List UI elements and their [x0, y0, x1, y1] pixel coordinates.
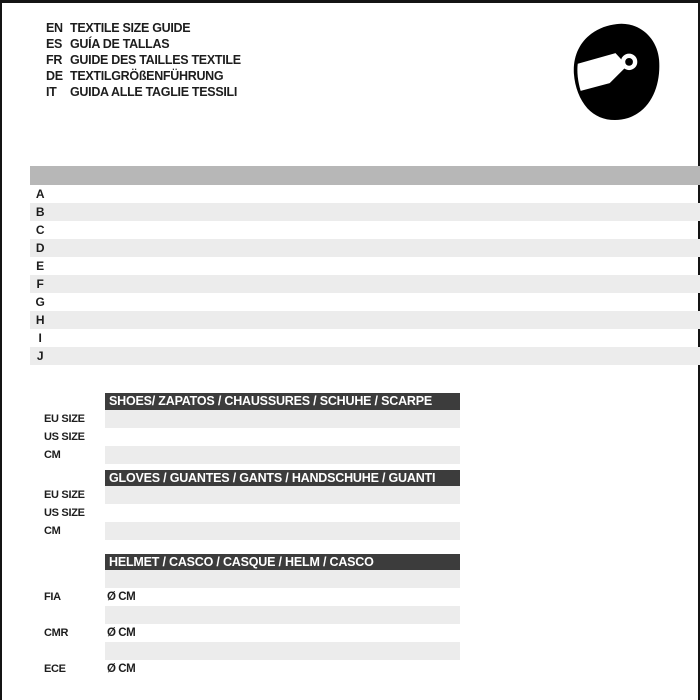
size-table-row — [30, 329, 700, 347]
row-values — [105, 606, 460, 624]
gloves-table-row — [30, 504, 460, 522]
helmet-size-header-row — [30, 570, 460, 588]
size-table-row — [30, 275, 700, 293]
helmet-standard-group — [30, 642, 460, 678]
row-label-spacer — [30, 570, 105, 588]
measurement-letter: A — [35, 187, 45, 201]
helmet-size-table — [30, 554, 460, 678]
standard-label: ECE — [44, 663, 66, 675]
measurement-letter: I — [38, 331, 42, 345]
row-label: CM — [44, 525, 61, 537]
row-values — [105, 570, 460, 588]
size-column-header-row — [30, 166, 700, 185]
size-band — [538, 145, 646, 165]
language-label: TEXTILGRÖßENFÜHRUNG — [70, 68, 224, 83]
measurement-letter: B — [35, 205, 45, 219]
band-spacer — [646, 145, 700, 165]
size-table-row — [30, 293, 700, 311]
size-band — [429, 145, 537, 165]
language-row — [46, 21, 241, 37]
helmet-values-row — [30, 588, 460, 606]
textile-size-table — [30, 145, 700, 365]
size-table-row — [30, 257, 700, 275]
language-code: FR — [46, 52, 63, 67]
measurement-letter: G — [35, 295, 45, 309]
language-list — [46, 21, 241, 101]
size-table-row — [30, 239, 700, 257]
helmet-size-header-row — [30, 642, 460, 660]
row-label: US SIZE — [44, 507, 85, 519]
size-table-body — [30, 185, 700, 365]
row-values — [105, 588, 460, 606]
measurement-letter: E — [36, 259, 44, 273]
language-row — [46, 53, 241, 69]
row-values — [105, 446, 460, 464]
row-values — [105, 486, 460, 504]
row-values — [105, 642, 460, 660]
standard-label: FIA — [44, 591, 61, 603]
size-band — [104, 145, 212, 165]
measurement-letter: D — [35, 241, 45, 255]
language-label: GUÍA DE TALLAS — [70, 36, 170, 51]
language-code: ES — [46, 36, 63, 51]
shoes-table-row — [30, 410, 460, 428]
row-values — [105, 410, 460, 428]
standard-label: CMR — [44, 627, 69, 639]
size-band — [321, 145, 429, 165]
size-band — [213, 145, 321, 165]
row-values — [105, 428, 460, 446]
size-band-row — [30, 145, 700, 165]
measurement-letter: C — [35, 223, 45, 237]
language-label: GUIDE DES TAILLES TEXTILE — [70, 52, 241, 67]
diameter-unit-label: Ø CM — [107, 627, 136, 639]
racing-helmet-icon — [570, 20, 662, 124]
row-label-spacer — [30, 606, 105, 624]
shoes-table — [30, 393, 460, 464]
measurement-letter: J — [36, 349, 44, 363]
measurement-letter: F — [36, 277, 44, 291]
row-values — [105, 504, 460, 522]
row-values — [105, 660, 460, 678]
helmet-table-header: HELMET / CASCO / CASQUE / HELM / CASCO — [105, 554, 460, 570]
size-table-row — [30, 221, 700, 239]
diameter-unit-label: Ø CM — [107, 663, 136, 675]
language-row — [46, 37, 241, 53]
row-values — [105, 522, 460, 540]
row-label-spacer — [30, 642, 105, 660]
row-label: US SIZE — [44, 431, 85, 443]
size-table-row — [30, 203, 700, 221]
helmet-standard-group — [30, 606, 460, 642]
gloves-table — [30, 470, 460, 540]
size-table-row — [30, 347, 700, 365]
shoes-table-header: SHOES/ ZAPATOS / CHAUSSURES / SCHUHE / SCARPE — [105, 393, 460, 410]
row-label: CM — [44, 449, 61, 461]
gloves-table-header: GLOVES / GUANTES / GANTS / HANDSCHUHE / GUANTI — [105, 470, 460, 486]
language-code: DE — [46, 68, 63, 83]
helmet-size-header-row — [30, 606, 460, 624]
language-label: TEXTILE SIZE GUIDE — [70, 21, 191, 35]
measurement-letter: H — [35, 313, 45, 327]
helmet-values-row — [30, 660, 460, 678]
row-values — [105, 624, 460, 642]
size-table-row — [30, 185, 700, 203]
gloves-table-row — [30, 522, 460, 540]
gloves-table-row — [30, 486, 460, 504]
band-spacer — [30, 145, 104, 165]
language-row — [46, 85, 241, 101]
row-label: EU SIZE — [44, 413, 85, 425]
language-code: EN — [46, 21, 63, 35]
helmet-standard-group — [30, 570, 460, 606]
language-code: IT — [46, 84, 57, 99]
language-label: GUIDA ALLE TAGLIE TESSILI — [70, 84, 238, 99]
shoes-table-row — [30, 446, 460, 464]
language-row — [46, 69, 241, 85]
row-label: EU SIZE — [44, 489, 85, 501]
diameter-unit-label: Ø CM — [107, 591, 136, 603]
shoes-table-row — [30, 428, 460, 446]
helmet-values-row — [30, 624, 460, 642]
size-table-row — [30, 311, 700, 329]
